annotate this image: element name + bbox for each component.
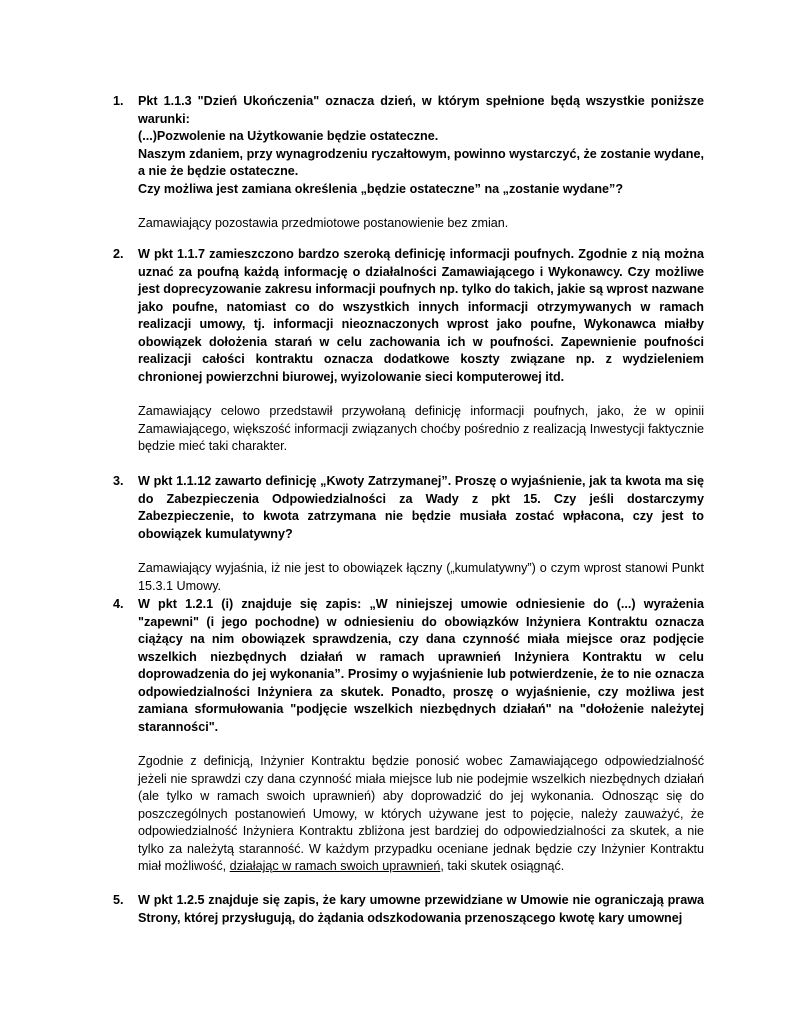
item-number: 2. xyxy=(113,247,124,261)
list-item-5 xyxy=(113,892,703,927)
item-number: 3. xyxy=(113,474,124,488)
question-text xyxy=(138,892,704,927)
underlined-phrase: działając w ramach swoich uprawnień xyxy=(229,859,441,873)
answer-paragraph: Zamawiający pozostawia przedmiotowe postanowienie bez zmian. xyxy=(138,216,509,230)
answer-paragraph: Zamawiający wyjaśnia, iż nie jest to obowiązek łączny („kumulatywny”) o czym wprost stanowi Punkt 15.3.1 Umowy. xyxy=(138,561,704,593)
question-paragraph: W pkt 1.1.12 zawarto definicję „Kwoty Zatrzymanej”. Proszę o wyjaśnienie, jak ta kwota ma się do Zabezpieczenia Odpowiedzialności za Wady z pkt 15. Czy jeśli dostarczymy Zabezpieczenie, to kwota zatrzymana nie będzie musiała zostać wpłacona, czy jest to obowiązek kumulatywny? xyxy=(138,474,704,541)
question-text xyxy=(138,473,704,543)
question-text xyxy=(138,596,704,736)
question-paragraph: W pkt 1.2.1 (i) znajduje się zapis: „W niniejszej umowie odniesienie do (...) wyrażenia "zapewni" (i jego pochodne) w odniesieniu do obowiązków Inżyniera Kontraktu oznacza ciążący na nim obowiązek sprawdzenia, czy dana czynność miała miejsce oraz podjęcie wszelkich niezbędnych działań w ramach uprawnień Inżyniera Kontraktu w celu doprowadzenia do jej wykonania”. Prosimy o wyjaśnienie lub potwierdzenie, że to nie oznacza odpowiedzialności Inżyniera za skutek. Ponadto, proszę o wyjaśnienie, czy możliwa jest zamiana sformułowania "podjęcie wszelkich niezbędnych działań" na "dołożenie należytej staranności". xyxy=(138,597,704,734)
answer-paragraph: Zamawiający celowo przedstawił przywołaną definicję informacji poufnych, jako, że w opinii Zamawiającego, większość informacji związanych choćby pośrednio z realizacją Inwestycji faktycznie będzie mieć taki charakter. xyxy=(138,404,704,453)
answer-text xyxy=(138,403,704,456)
question-line: (...)Pozwolenie na Użytkowanie będzie ostateczne. xyxy=(138,129,439,143)
item-number: 1. xyxy=(113,94,124,108)
answer-segment: , taki skutek osiągnąć. xyxy=(440,859,565,873)
answer-text xyxy=(138,753,704,876)
list-item-1 xyxy=(113,93,703,233)
list-item-2 xyxy=(113,246,703,456)
answer-text xyxy=(138,215,704,233)
answer-text xyxy=(138,560,704,595)
list-item-3 xyxy=(113,473,703,595)
question-line: Naszym zdaniem, przy wynagrodzeniu ryczałtowym, powinno wystarczyć, że zostanie wydane, a nie że będzie ostateczne. xyxy=(138,146,704,178)
question-text xyxy=(138,93,704,198)
item-number: 5. xyxy=(113,893,124,907)
answer-paragraph xyxy=(138,753,704,876)
answer-segment: Zgodnie z definicją, Inżynier Kontraktu będzie ponosić wobec Zamawiającego odpowiedzialność jeżeli nie sprawdzi czy dana czynność miała miejsce lub nie podejmie wszelkich niezbędnych działań (ale tylko w ramach swoich uprawnień) aby doprowadzić do jej wykonania. Odnosząc się do poszczególnych postanowień Umowy, w których używane jest to pojęcie, należy zauważyć, że odpowiedzialność Inżyniera Kontraktu zbliżona jest bardziej do odpowiedzialności za skutek, a nie tylko za należytą staranność. W każdym przypadku oceniane jednak będzie czy Inżynier Kontraktu miał możliwość, xyxy=(138,754,704,873)
item-number: 4. xyxy=(113,597,124,611)
question-paragraph: W pkt 1.2.5 znajduje się zapis, że kary umowne przewidziane w Umowie nie ograniczają prawa Strony, której przysługują, do żądania odszkodowania przenoszącego kwotę kary umownej xyxy=(138,893,704,925)
question-line: Czy możliwa jest zamiana określenia „będzie ostateczne” na „zostanie wydane”? xyxy=(138,181,624,196)
question-paragraph: W pkt 1.1.7 zamieszczono bardzo szeroką definicję informacji poufnych. Zgodnie z nią można uznać za poufną każdą informację o działalności Zamawiającego i Wykonawcy. Czy możliwe jest doprecyzowanie zakresu informacji poufnych np. tylko do takich, jakie są wprost nazwane jako poufne, natomiast co do wszystkich innych informacji otrzymywanych w ramach realizacji umowy, tj. informacji nieoznaczonych wprost jako poufne, Wykonawca miałby obowiązek dołożenia starań w celu zachowania ich w poufności. Zapewnienie poufności realizacji całości kontraktu oznacza dodatkowe koszty związane np. z wydzieleniem chronionej powierzchni biurowej, wyizolowanie sieci komputerowej itd. xyxy=(138,247,704,384)
list-item-4 xyxy=(113,596,703,876)
question-text xyxy=(138,246,704,386)
question-line: Pkt 1.1.3 "Dzień Ukończenia" oznacza dzień, w którym spełnione będą wszystkie poniższe warunki: xyxy=(138,94,704,126)
